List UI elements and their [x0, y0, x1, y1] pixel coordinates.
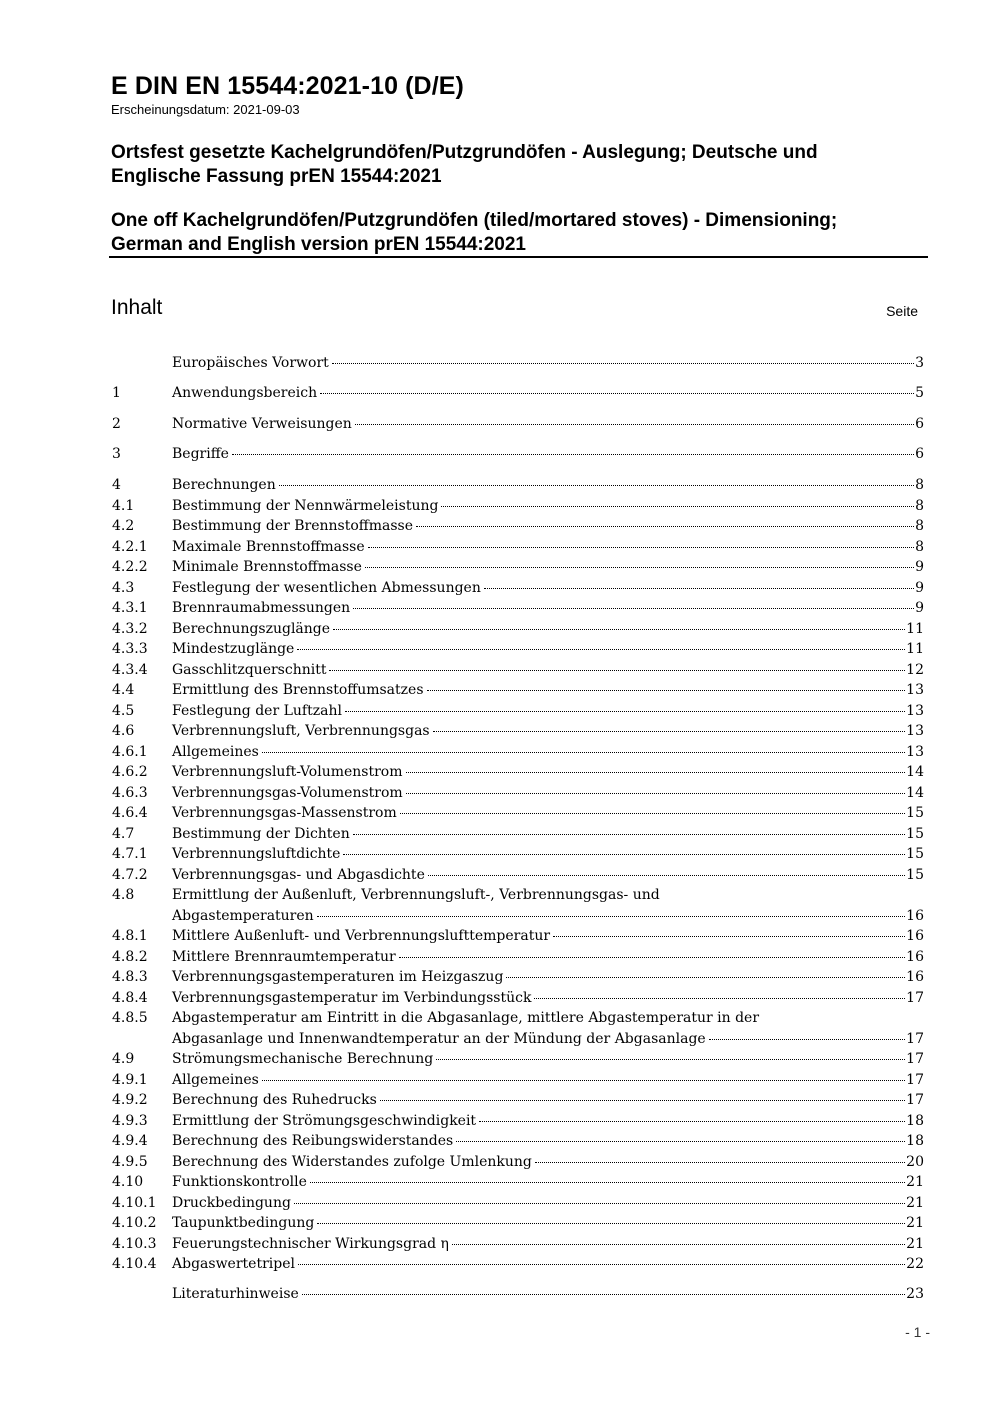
toc-entry-page: 14 [906, 784, 924, 801]
toc-leader-dots [320, 393, 914, 394]
toc-entry[interactable] [112, 517, 924, 536]
toc-leader-dots [535, 1162, 905, 1163]
toc-leader-dots [317, 1223, 905, 1224]
toc-entry-label: Berechnungszuglänge [172, 620, 331, 637]
toc-entry-number: 4.3.3 [112, 641, 148, 657]
toc-leader-dots [399, 957, 905, 958]
toc-leader-dots [452, 1244, 905, 1245]
toc-entry-page: 9 [915, 600, 924, 616]
toc-entry-label: Verbrennungsluft, Verbrennungsgas [172, 723, 430, 739]
toc-entry-page: 21 [906, 1215, 924, 1231]
toc-leader-dots [427, 690, 906, 691]
toc-entry-page: 14 [906, 764, 924, 780]
toc-entry-label: Verbrennungsgas- und Abgasdichte [172, 866, 425, 883]
toc-entry-number: 4.7 [112, 825, 135, 842]
title-german-line-1: Ortsfest gesetzte Kachelgrundöfen/Putzgrundöfen - Auslegung; Deutsche und [111, 142, 818, 163]
toc-entry-page: 22 [906, 1256, 924, 1272]
toc-entry-label: Abgaswertetripel [172, 1256, 295, 1272]
toc-entry-number: 4.6.2 [112, 764, 148, 780]
toc-leader-dots [343, 854, 905, 855]
toc-entry-page: 8 [915, 477, 924, 493]
toc-entry-number: 4.7.1 [112, 846, 148, 862]
toc-leader-dots [368, 547, 914, 548]
toc-entry-label: Mittlere Außenluft- und Verbrennungslufttemperatur [172, 928, 551, 944]
toc-entry-label: Mindestzuglänge [172, 641, 295, 657]
toc-entry-label: Europäisches Vorwort [172, 355, 329, 371]
toc-leader-dots [353, 608, 914, 609]
toc-leader-dots [310, 1182, 905, 1183]
toc-entry[interactable] [112, 415, 924, 434]
toc-entry-page: 3 [915, 355, 924, 371]
toc-entry-number: 4.4 [112, 682, 135, 698]
toc-entry-label: Festlegung der wesentlichen Abmessungen [172, 579, 481, 596]
toc-entry-page: 11 [906, 620, 924, 637]
toc-entry[interactable] [112, 927, 924, 946]
toc-leader-dots [302, 1294, 905, 1295]
toc-entry[interactable] [112, 1091, 924, 1110]
toc-entry-number: 4.9.3 [112, 1112, 148, 1129]
toc-entry[interactable] [112, 907, 924, 926]
toc-entry-page: 13 [906, 702, 924, 719]
toc-entry-page: 8 [915, 538, 924, 555]
toc-leader-dots [297, 649, 905, 650]
toc-entry-number: 2 [112, 416, 121, 432]
toc-entry-page: 12 [906, 661, 924, 678]
toc-entry-number: 4.1 [112, 497, 135, 514]
toc-leader-dots [553, 936, 905, 937]
toc-leader-dots [433, 731, 906, 732]
toc-entry-number: 4.3.4 [112, 661, 148, 678]
toc-entry[interactable] [112, 661, 924, 680]
toc-entry-page: 16 [906, 948, 924, 965]
toc-entry[interactable] [112, 702, 924, 721]
toc-entry-page: 11 [906, 641, 924, 657]
toc-entry-page: 5 [915, 385, 924, 401]
toc-entry-number: 4.10.3 [112, 1235, 157, 1252]
toc-entry-number: 4.9 [112, 1051, 135, 1067]
toc-entry-label: Ermittlung des Brennstoffumsatzes [172, 682, 424, 698]
toc-entry-label: Feuerungstechnischer Wirkungsgrad η [172, 1235, 449, 1252]
toc-leader-dots [416, 526, 914, 527]
toc-entry-number: 4.10.1 [112, 1194, 157, 1211]
toc-entry-number: 4.2 [112, 518, 135, 534]
toc-entry-number: 4.10.4 [112, 1256, 157, 1272]
toc-leader-dots [479, 1121, 905, 1122]
title-german-line-2: Englische Fassung prEN 15544:2021 [111, 166, 442, 187]
toc-leader-dots [353, 834, 905, 835]
toc-entry[interactable] [112, 825, 924, 844]
toc-entry-label: Allgemeines [172, 1071, 259, 1088]
toc-leader-dots [329, 670, 905, 671]
toc-entry[interactable] [112, 1285, 924, 1304]
toc-entry-page: 9 [915, 559, 924, 575]
toc-entry-page: 15 [906, 846, 924, 862]
toc-entry-label: Anwendungsbereich [172, 385, 318, 401]
toc-entry-number: 4 [112, 477, 121, 493]
toc-entry-page: 6 [915, 416, 924, 432]
toc-entry[interactable] [112, 354, 924, 373]
toc-leader-dots [400, 813, 905, 814]
toc-leader-dots [534, 998, 905, 999]
toc-leader-dots [406, 793, 905, 794]
title-german [111, 141, 921, 189]
toc-entry-page: 20 [906, 1153, 924, 1170]
toc-entry[interactable] [112, 1235, 924, 1254]
toc-entry-page: 13 [906, 743, 924, 760]
toc-entry-number: 4.9.1 [112, 1071, 148, 1088]
toc-entry-label: Strömungsmechanische Berechnung [172, 1051, 434, 1067]
toc-entry-number: 4.8 [112, 887, 135, 903]
toc-entry-label: Verbrennungsgastemperatur im Verbindungsstück [172, 989, 532, 1006]
toc-entry-page: 18 [906, 1133, 924, 1149]
toc-entry[interactable] [112, 384, 924, 403]
toc-entry-page: 21 [906, 1235, 924, 1252]
toc-entry-page: 17 [906, 1051, 924, 1067]
toc-entry[interactable] [112, 1009, 924, 1028]
toc-entry[interactable] [112, 599, 924, 618]
toc-entry-number: 4.8.2 [112, 948, 148, 965]
toc-entry-page: 6 [915, 446, 924, 462]
toc-entry-page: 17 [906, 1030, 924, 1047]
toc-entry[interactable] [112, 1050, 924, 1069]
toc-leader-dots [298, 1264, 905, 1265]
toc-entry-number: 4.3 [112, 579, 135, 596]
toc-entry[interactable] [112, 476, 924, 495]
toc-entry[interactable] [112, 1030, 924, 1049]
toc-entry[interactable] [112, 1132, 924, 1151]
toc-entry-page: 16 [906, 969, 924, 985]
toc-entry-number: 4.2.2 [112, 559, 148, 575]
toc-entry-label: Minimale Brennstoffmasse [172, 559, 362, 575]
toc-entry[interactable] [112, 743, 924, 762]
toc-entry[interactable] [112, 1173, 924, 1192]
toc-entry[interactable] [112, 681, 924, 700]
toc-entry[interactable] [112, 620, 924, 639]
toc-entry-page: 16 [906, 907, 924, 924]
toc-leader-dots [456, 1141, 905, 1142]
toc-entry-page: 15 [906, 866, 924, 883]
toc-leader-dots [436, 1059, 905, 1060]
toc-entry-label: Verbrennungsgastemperaturen im Heizgaszug [172, 969, 504, 985]
toc-entry-label: Verbrennungsluft-Volumenstrom [172, 764, 403, 780]
toc-entry[interactable] [112, 1194, 924, 1213]
toc-entry[interactable] [112, 763, 924, 782]
toc-entry-label: Berechnungen [172, 477, 276, 493]
toc-entry[interactable] [112, 445, 924, 464]
toc-entry-number: 4.8.1 [112, 928, 148, 944]
toc-entry-label: Ermittlung der Außenluft, Verbrennungsluft-, Verbrennungsgas- und [172, 887, 660, 903]
toc-leader-dots [332, 363, 914, 364]
toc-entry[interactable] [112, 784, 924, 803]
toc-entry-page: 17 [906, 989, 924, 1006]
toc-entry-label: Berechnung des Widerstandes zufolge Umlenkung [172, 1153, 532, 1170]
toc-entry[interactable] [112, 968, 924, 987]
toc-entry-number: 4.7.2 [112, 866, 148, 883]
toc-leader-dots [333, 629, 905, 630]
toc-entry-number: 4.3.2 [112, 620, 148, 637]
toc-entry-page: 21 [906, 1174, 924, 1190]
toc-entry-label: Allgemeines [172, 743, 259, 760]
toc-entry-page: 13 [906, 682, 924, 698]
toc-entry-label: Abgastemperaturen [172, 907, 314, 924]
toc-leader-dots [484, 588, 914, 589]
toc-entry-number: 4.9.5 [112, 1153, 148, 1170]
toc-entry-number: 4.8.3 [112, 969, 148, 985]
toc-leader-dots [279, 485, 914, 486]
toc-entry[interactable] [112, 558, 924, 577]
toc-entry-label: Maximale Brennstoffmasse [172, 538, 365, 555]
toc-entry-label: Ermittlung der Strömungsgeschwindigkeit [172, 1112, 477, 1129]
toc-leader-dots [506, 977, 905, 978]
toc-entry-number: 3 [112, 446, 121, 462]
toc-entry-label: Literaturhinweise [172, 1286, 299, 1302]
toc-entry-number: 4.6.1 [112, 743, 148, 760]
toc-entry[interactable] [112, 1214, 924, 1233]
toc-entry-label: Berechnung des Reibungswiderstandes [172, 1133, 454, 1149]
toc-entry-label: Brennraumabmessungen [172, 600, 351, 616]
toc-entry-label: Verbrennungsgas-Volumenstrom [172, 784, 403, 801]
toc-entry-label: Druckbedingung [172, 1194, 291, 1211]
toc-entry-number: 1 [112, 385, 121, 401]
toc-entry-page: 15 [906, 805, 924, 821]
toc-leader-dots [262, 1080, 905, 1081]
toc-entry-page: 17 [906, 1071, 924, 1088]
toc-entry[interactable] [112, 579, 924, 598]
toc-entry-page: 9 [915, 579, 924, 596]
toc-entry-number: 4.5 [112, 702, 135, 719]
title-divider [109, 256, 928, 258]
toc-entry-label: Verbrennungsgas-Massenstrom [172, 805, 397, 821]
toc-entry-label: Taupunktbedingung [172, 1215, 315, 1231]
title-english-line-1: One off Kachelgrundöfen/Putzgrundöfen (tiled/mortared stoves) - Dimensioning; [111, 210, 838, 231]
toc-entry-label: Verbrennungsluftdichte [172, 846, 341, 862]
toc-entry-page: 13 [906, 723, 924, 739]
toc-entry-number: 4.6 [112, 723, 135, 739]
toc-entry[interactable] [112, 497, 924, 516]
toc-entry[interactable] [112, 866, 924, 885]
toc-entry-label: Abgasanlage und Innenwandtemperatur an der Mündung der Abgasanlage [172, 1030, 706, 1047]
toc-leader-dots [406, 772, 906, 773]
toc-entry[interactable] [112, 845, 924, 864]
toc-entry-number: 4.10 [112, 1174, 144, 1190]
toc-leader-dots [380, 1100, 905, 1101]
toc-leader-dots [262, 752, 905, 753]
toc-leader-dots [441, 506, 914, 507]
toc-page-column-label: Seite [886, 303, 918, 319]
toc-entry-number: 4.3.1 [112, 600, 148, 616]
toc-entry-number: 4.10.2 [112, 1215, 157, 1231]
toc-entry-number: 4.2.1 [112, 538, 148, 555]
toc-entry[interactable] [112, 948, 924, 967]
toc-leader-dots [294, 1203, 905, 1204]
toc-entry-page: 23 [906, 1286, 924, 1302]
toc-entry-page: 8 [915, 497, 924, 514]
title-english-line-2: German and English version prEN 15544:2021 [111, 234, 527, 255]
toc-entry-label: Funktionskontrolle [172, 1174, 307, 1190]
toc-entry-label: Bestimmung der Brennstoffmasse [172, 518, 414, 534]
toc-entry-page: 15 [906, 825, 924, 842]
toc-entry-page: 8 [915, 518, 924, 534]
toc-leader-dots [365, 567, 914, 568]
toc-entry[interactable] [112, 804, 924, 823]
toc-leader-dots [345, 711, 905, 712]
document-id: E DIN EN 15544:2021-10 (D/E) [111, 72, 464, 100]
toc-entry-page: 18 [906, 1112, 924, 1129]
toc-entry-number: 4.6.4 [112, 805, 148, 821]
toc-entry[interactable] [112, 1153, 924, 1172]
toc-entry[interactable] [112, 1112, 924, 1131]
toc-entry-label: Bestimmung der Dichten [172, 825, 350, 842]
toc-entry-label: Gasschlitzquerschnitt [172, 661, 327, 678]
toc-entry[interactable] [112, 1255, 924, 1274]
toc-entry[interactable] [112, 886, 924, 905]
toc-leader-dots [317, 916, 905, 917]
toc-entry-number: 4.6.3 [112, 784, 148, 801]
toc-entry-number: 4.9.4 [112, 1133, 148, 1149]
toc-entry-label: Begriffe [172, 446, 229, 462]
toc-entry-label: Mittlere Brennraumtemperatur [172, 948, 396, 965]
toc-entry[interactable] [112, 989, 924, 1008]
toc-leader-dots [232, 454, 914, 455]
title-english [111, 209, 921, 257]
toc-entry-page: 17 [906, 1092, 924, 1108]
toc-entry-label: Festlegung der Luftzahl [172, 702, 342, 719]
toc-leader-dots [709, 1039, 905, 1040]
toc-leader-dots [428, 875, 905, 876]
toc-heading: Inhalt [111, 296, 163, 319]
page-number: - 1 - [905, 1324, 930, 1340]
toc-entry-label: Normative Verweisungen [172, 416, 352, 432]
publication-date: Erscheinungsdatum: 2021-09-03 [111, 102, 300, 117]
toc-entry[interactable] [112, 640, 924, 659]
toc-entry-label: Berechnung des Ruhedrucks [172, 1092, 377, 1108]
toc-entry-number: 4.8.4 [112, 989, 148, 1006]
toc-entry-number: 4.8.5 [112, 1010, 148, 1026]
toc-entry-label: Abgastemperatur am Eintritt in die Abgasanlage, mittlere Abgastemperatur in der [172, 1010, 760, 1026]
toc-entry[interactable] [112, 538, 924, 557]
toc-entry[interactable] [112, 1071, 924, 1090]
toc-entry-number: 4.9.2 [112, 1092, 148, 1108]
toc-entry-page: 21 [906, 1194, 924, 1211]
toc-leader-dots [355, 424, 914, 425]
toc-entry-label: Bestimmung der Nennwärmeleistung [172, 497, 439, 514]
toc-entry-page: 16 [906, 928, 924, 944]
toc-entry[interactable] [112, 722, 924, 741]
